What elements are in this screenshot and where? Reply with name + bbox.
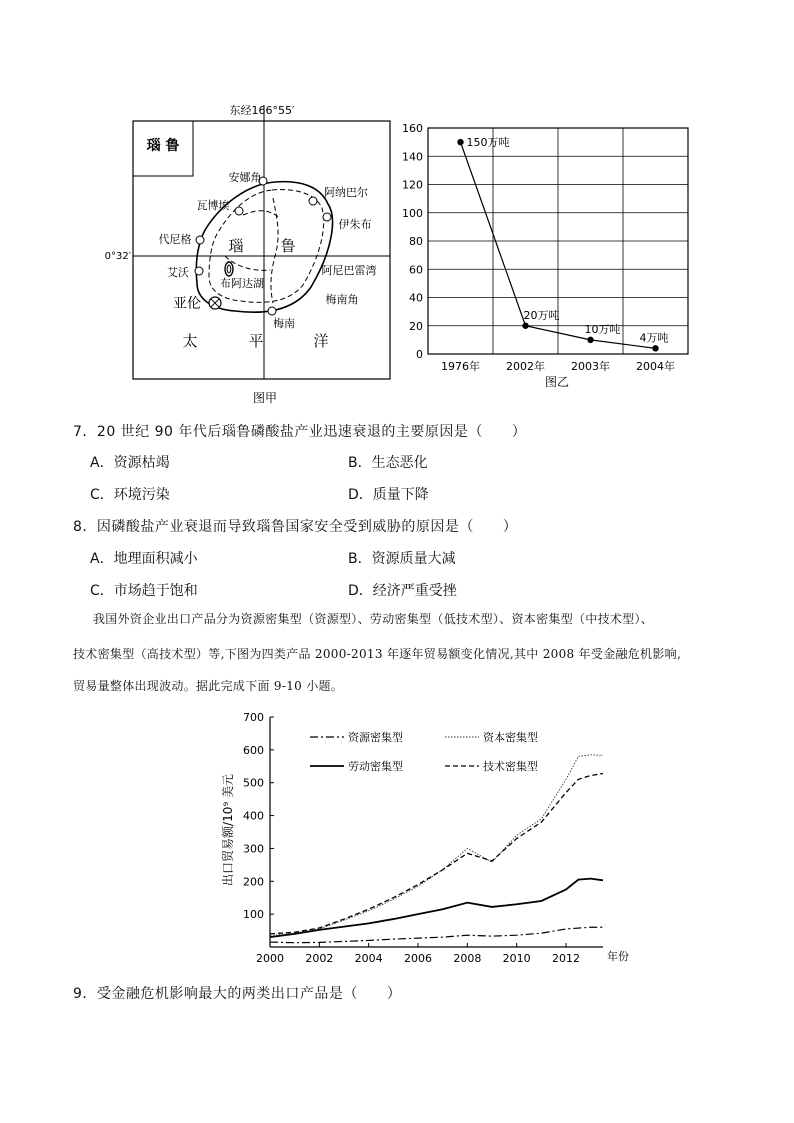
chart-b-ytick: 0 bbox=[416, 348, 423, 361]
chart-c-legend-label: 技术密集型 bbox=[483, 760, 538, 773]
q8-option-d[interactable]: D．经济严重受挫 bbox=[348, 583, 457, 599]
chart-c-xtick: 2008 bbox=[453, 952, 482, 965]
meinan-dot bbox=[268, 307, 276, 315]
label-daini: 代尼格 bbox=[158, 233, 192, 246]
chart-b-ytick: 160 bbox=[402, 122, 423, 135]
chart-c-ytick: 400 bbox=[243, 809, 264, 823]
island-name-1: 瑙 bbox=[228, 237, 244, 255]
lagoon-shape bbox=[225, 262, 233, 276]
intro-line-1: 我国外资企业出口产品分为资源密集型（资源型）、劳动密集型（低技术型）、资本密集型（中技术型）、 bbox=[93, 612, 654, 626]
label-meinan: 梅南 bbox=[273, 317, 295, 330]
chart-b-point bbox=[522, 323, 528, 329]
q8-option-a[interactable]: A．地理面积减小 bbox=[90, 551, 198, 567]
chart-c-legend-label: 资本密集型 bbox=[483, 731, 538, 744]
label-anibare: 阿尼巴雷湾 bbox=[321, 264, 377, 277]
chart-b-point bbox=[457, 139, 463, 145]
q8-option-b[interactable]: B．资源质量大减 bbox=[348, 551, 456, 567]
q8-option-c[interactable]: C．市场趋于饱和 bbox=[90, 583, 198, 599]
chart-c-ytick: 200 bbox=[243, 875, 264, 889]
chart-b-xtick: 1976年 bbox=[441, 360, 480, 373]
chart-b-ytick: 20 bbox=[409, 319, 423, 333]
chart-c-series-line bbox=[270, 755, 603, 936]
chart-c-ytick: 700 bbox=[243, 711, 264, 724]
yizhu-dot bbox=[323, 213, 331, 221]
chart-c-xtick: 2000 bbox=[256, 952, 284, 965]
daini-dot bbox=[196, 236, 204, 244]
figure-b-caption: 图乙 bbox=[544, 375, 570, 389]
chart-b-data-label: 150万吨 bbox=[466, 136, 510, 150]
chart-c-ytick: 100 bbox=[243, 908, 264, 922]
label-yalun: 亚伦 bbox=[173, 296, 201, 312]
label-aiwo: 艾沃 bbox=[167, 266, 189, 279]
chart-b-data-label: 4万吨 bbox=[639, 331, 669, 345]
latitude-label: 0°32′ bbox=[104, 251, 131, 262]
chart-c-ytick: 500 bbox=[243, 776, 264, 790]
chart-c-xtick: 2010 bbox=[502, 952, 531, 965]
q7-option-c[interactable]: C．环境污染 bbox=[90, 487, 170, 503]
chart-b-ytick: 120 bbox=[402, 178, 423, 192]
island-name-2: 鲁 bbox=[280, 237, 296, 255]
q7-option-a[interactable]: A．资源枯竭 bbox=[90, 455, 170, 471]
label-meinan-jiao: 梅南角 bbox=[325, 293, 359, 306]
y-axis-label: 出口贸易额/10⁹ 美元 bbox=[221, 774, 235, 886]
chart-b-ytick: 80 bbox=[409, 235, 423, 248]
intro-line-3: 贸易量整体出现波动。据此完成下面 9-10 小题。 bbox=[73, 679, 344, 693]
q7-stem: 7．20 世纪 90 年代后瑙鲁磷酸盐产业迅速衰退的主要原因是（ ） bbox=[73, 424, 527, 440]
chart-b-xtick: 2004年 bbox=[636, 360, 675, 373]
chart-b-point bbox=[587, 337, 593, 343]
chart-c-legend-label: 劳动密集型 bbox=[348, 760, 403, 773]
chart-c-ytick: 600 bbox=[243, 743, 264, 757]
intro-line-2: 技术密集型（高技术型）等,下图为四类产品 2000-2013 年逐年贸易额变化情况,其中 2008 年受金融危机影响, bbox=[73, 647, 682, 661]
q7-option-d[interactable]: D．质量下降 bbox=[348, 487, 429, 503]
ocean-char-3: 洋 bbox=[313, 332, 329, 350]
chart-c-ytick: 300 bbox=[243, 842, 264, 856]
x-axis-label: 年份 bbox=[607, 950, 629, 963]
ocean-char-1: 太 bbox=[182, 332, 198, 350]
longitude-label: 东经166°55′ bbox=[229, 104, 295, 117]
chart-b-data-label: 10万吨 bbox=[584, 322, 621, 336]
chart-b-xtick: 2003年 bbox=[571, 360, 610, 373]
chart-c-xtick: 2002 bbox=[305, 952, 334, 965]
ocean-char-2: 平 bbox=[248, 332, 264, 350]
chart-b-ytick: 40 bbox=[409, 291, 423, 305]
chart-b-ytick: 100 bbox=[402, 206, 423, 220]
label-lagoon: 布阿达湖 bbox=[220, 277, 264, 290]
nauru-map bbox=[104, 100, 400, 408]
chart-b-ytick: 60 bbox=[409, 263, 423, 277]
chart-c-xtick: 2012 bbox=[552, 952, 580, 965]
chart-c-xtick: 2004 bbox=[354, 952, 383, 965]
label-wawo: 瓦博埃 bbox=[196, 199, 230, 212]
chart-b-data-label: 20万吨 bbox=[523, 308, 560, 322]
phosphate-output-chart bbox=[398, 118, 694, 393]
label-anaba: 阿纳巴尔 bbox=[324, 186, 368, 199]
q8-stem: 8．因磷酸盐产业衰退而导致瑙鲁国家安全受到威胁的原因是（ ） bbox=[73, 519, 518, 535]
q9-stem: 9．受金融危机影响最大的两类出口产品是（ ） bbox=[73, 986, 402, 1002]
label-anna: 安娜角 bbox=[228, 171, 262, 184]
export-trade-chart bbox=[215, 705, 635, 975]
chart-c-xtick: 2006 bbox=[404, 952, 432, 965]
q7-option-b[interactable]: B．生态恶化 bbox=[348, 455, 428, 471]
aiwo-dot bbox=[195, 267, 203, 275]
anaba-dot bbox=[309, 197, 317, 205]
chart-c-legend-label: 资源密集型 bbox=[348, 731, 403, 744]
chart-b-xtick: 2002年 bbox=[506, 360, 545, 373]
label-yizhu: 伊朱布 bbox=[338, 218, 372, 231]
inset-label: 瑙 鲁 bbox=[146, 138, 180, 154]
chart-b-ytick: 140 bbox=[402, 150, 423, 164]
figure-a-caption: 图甲 bbox=[252, 391, 278, 405]
chart-b-point bbox=[652, 345, 658, 351]
wawo-dot bbox=[235, 207, 243, 215]
